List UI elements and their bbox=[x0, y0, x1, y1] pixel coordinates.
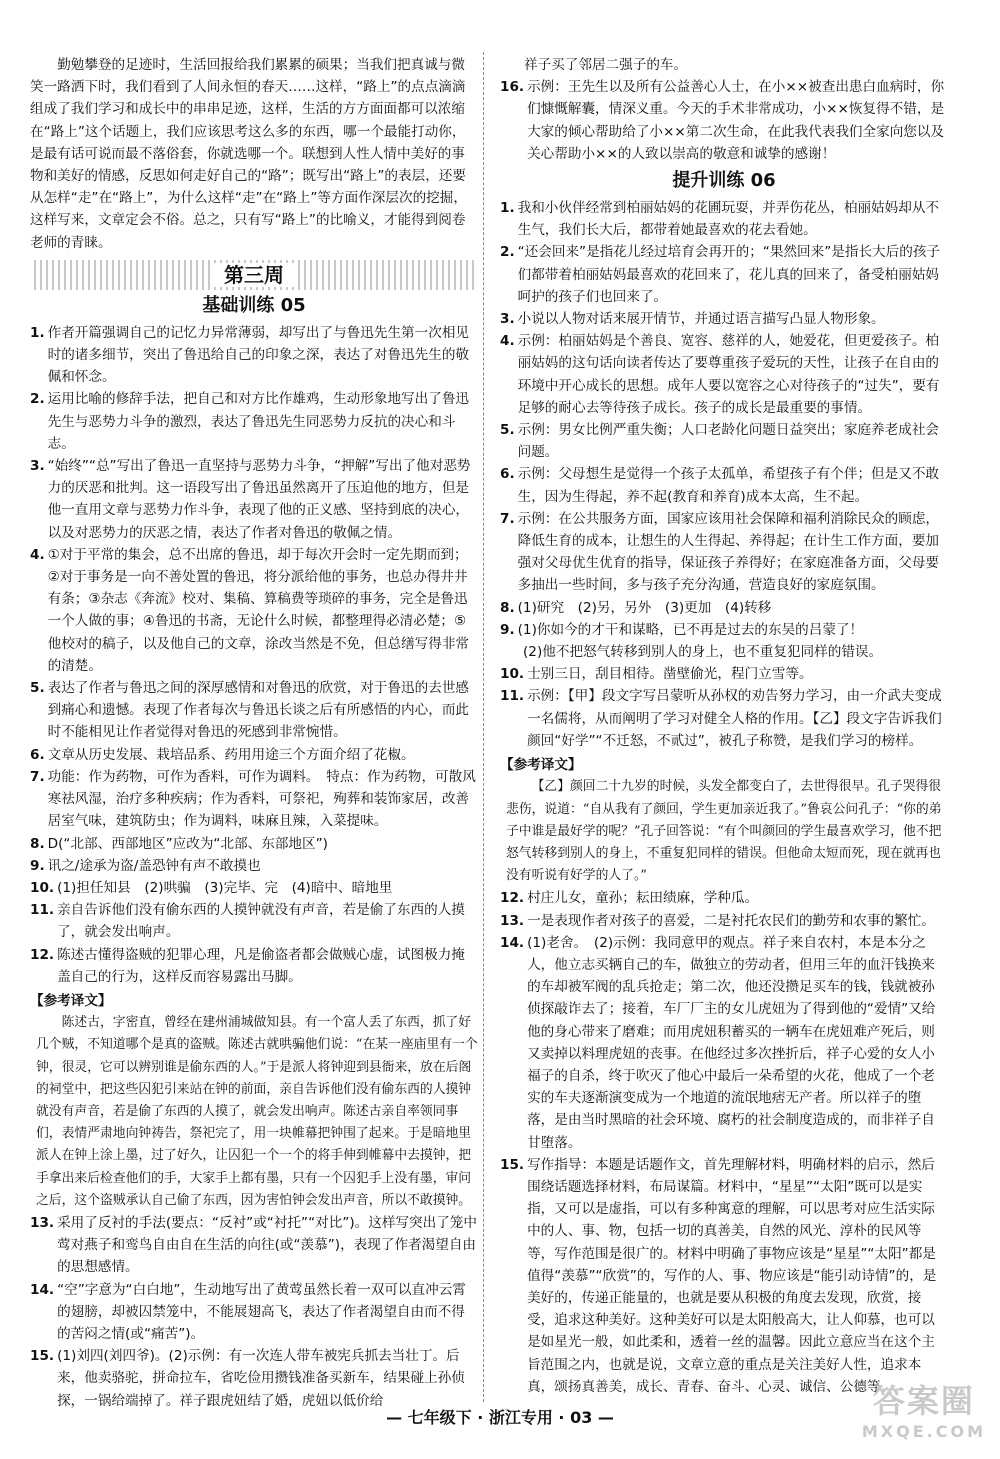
answer-text: “还会回来”是指花儿经过培育会再开的；“果然回来”是指长大后的孩子们都带着柏丽姑妈最喜欢的花回来了，花儿真的回来了，备受柏丽姑妈呵护的孩子们也回来了。 bbox=[517, 244, 941, 305]
answer-item bbox=[30, 833, 478, 855]
reference-translation-title: 【参考译文】 bbox=[30, 992, 112, 1009]
answer-text: 作者开篇强调自己的记忆力异常薄弱，却写出了与鲁迅先生第一次相见时的诸多细节，突出了鲁迅给自己的印象之深，表达了对鲁迅先生的敬佩和怀念。 bbox=[47, 324, 470, 386]
answer-item bbox=[30, 744, 478, 766]
answer-item bbox=[500, 76, 948, 165]
answer-item bbox=[30, 1279, 478, 1346]
answer-number: 10. bbox=[500, 666, 525, 683]
answer-number: 4. bbox=[30, 546, 45, 563]
week-title: 第三周 bbox=[210, 263, 298, 287]
answer-text: 村庄儿女，童孙；耘田绩麻，学种瓜。 bbox=[527, 890, 759, 907]
answer-item bbox=[500, 330, 948, 419]
watermark-title: 答案圈 bbox=[872, 1382, 975, 1420]
answer-number: 9. bbox=[500, 621, 515, 638]
week-heading bbox=[30, 260, 478, 290]
answer-number: 5. bbox=[500, 422, 515, 439]
answer-item bbox=[500, 419, 948, 463]
answer-item bbox=[500, 910, 948, 932]
answer-number: 2. bbox=[500, 244, 515, 261]
answer-number: 4. bbox=[500, 333, 515, 350]
page-footer: — 七年级下 · 浙江专用 · 03 — bbox=[386, 1408, 614, 1427]
reference-translation-title: 【参考译文】 bbox=[500, 757, 582, 774]
answer-item bbox=[30, 877, 478, 899]
section-title-basic: 基础训练 05 bbox=[202, 294, 306, 316]
reference-translation: 【乙】颜回二十九岁的时候，头发全都变白了，去世得很早。孔子哭得很悲伤，说道：“自从我有了颜回，学生更加亲近我了。”鲁哀公问孔子：“你的弟子中谁是最好学的呢？”孔子回答说：“有个叫颜回的学生最喜欢学习，他不把怒气转移到别人的身上，不重复犯同样的错误。但他命太短而死，现在就再也没有听说有好学的人了。” bbox=[506, 779, 942, 884]
answer-number: 7. bbox=[500, 510, 515, 527]
answer-text: 士别三日，刮目相待。凿壁偷光，程门立雪等。 bbox=[527, 666, 813, 683]
answer-item bbox=[500, 619, 948, 641]
answer-text: D(“北部、西部地区”应改为“北部、东部地区”) bbox=[47, 835, 328, 852]
answer-number: 16. bbox=[500, 79, 525, 96]
answer-text: “空”字意为“白白地”，生动地写出了黄莺虽然长着一双可以直冲云霄的翅膀，却被囚禁笼中，不能展翅高飞，表达了作者渴望自由而不得的苦闷之情(或“痛苦”)。 bbox=[57, 1281, 466, 1342]
left-column bbox=[30, 54, 478, 1412]
answer-text: 亲自告诉他们没有偷东西的人摸钟就没有声音，若是偷了东西的人摸了，就会发出响声。 bbox=[57, 902, 465, 941]
answer-item bbox=[500, 241, 948, 308]
section-title-advanced: 提升训练 06 bbox=[672, 170, 776, 192]
answer-number: 6. bbox=[30, 746, 45, 763]
answer-item bbox=[500, 1154, 948, 1398]
answer-text: 文章从历史发展、栽培品系、药用用途三个方面介绍了花椒。 bbox=[47, 746, 415, 763]
answer-text: 讯之/途承为盗/盖恐钟有声不敢摸也 bbox=[47, 857, 261, 874]
answer-item bbox=[30, 388, 478, 455]
column-divider bbox=[483, 52, 484, 1402]
answer-number: 14. bbox=[500, 934, 525, 951]
answer-number: 3. bbox=[500, 311, 515, 328]
answer-number: 1. bbox=[30, 324, 45, 341]
answer-item bbox=[500, 597, 948, 619]
answer-list-advanced-continued bbox=[500, 887, 948, 1398]
answer-text: (1)老舍。 (2)示例：我同意甲的观点。祥子来自农村，本是本分之人，他立志买辆自己的车，做独立的劳动者，但用三年的血汗钱换来的车却被军阀的乱兵抢走；第二次，他还没攒足买车的钱，钱就被孙侦探敲诈去了；接着，车厂厂主的女儿虎妞为了得到他的“爱情”又给他的身心带来了磨难；而用虎妞积蓄买的一辆车在虎妞难产死后，则又卖掉以料理虎妞的丧事。在他经过多次挫折后，祥子心爱的女人小福子的自杀，终于吹灭了他心中最后一朵希望的火花，他成了一个老实的车夫逐渐演变成为一个地道的流氓地痞无产者。所以祥子的堕落，是由当时黑暗的社会环境、腐朽的社会制度造成的，而非祥子自甘堕落。 bbox=[527, 934, 936, 1151]
answer-item bbox=[30, 1212, 478, 1279]
answer-number: 10. bbox=[30, 879, 55, 896]
answer-number: 15. bbox=[30, 1348, 55, 1365]
answer-text: 一是表现作者对孩子的喜爱，二是衬托农民们的勤劳和农事的繁忙。 bbox=[527, 912, 935, 929]
reference-translation: 陈述古，字密直，曾经在建州浦城做知县。有一个富人丢了东西，抓了好几个贼，不知道哪个是真的盗贼。陈述古就哄骗他们说：“在某一座庙里有一个钟，很灵，它可以辨别谁是偷东西的人。”于是派人将钟迎到县衙来，放在后阁的祠堂中，把这些囚犯引来站在钟的前面，亲自告诉他们没有偷东西的人摸钟就没有声音，若是偷了东西的人摸了，就会发出响声。陈述古亲自率领同事们，表情严肃地向钟祷告，祭祀完了，用一块帷幕把钟围了起来。于是暗地里派人在钟上涂上墨，过了好久，让囚犯一个一个的将手伸到帷幕中去摸钟，把手拿出来后检查他们的手，大家手上都有墨，只有一个囚犯手上没有墨，审问之后，这个盗贼承认自己偷了东西，因为害怕钟会发出声音，所以不敢摸钟。 bbox=[36, 1015, 478, 1208]
right-column bbox=[500, 54, 948, 1398]
answer-number: 6. bbox=[500, 466, 515, 483]
answer-number: 12. bbox=[30, 946, 55, 963]
answer-item bbox=[500, 932, 948, 1154]
answer-item bbox=[30, 455, 478, 544]
watermark-logo bbox=[862, 1376, 986, 1441]
answer-number: 14. bbox=[30, 1281, 55, 1298]
answer-item bbox=[30, 766, 478, 833]
answer-text: 示例：父母想生是觉得一个孩子太孤单，希望孩子有个伴；但是又不敢生，因为生得起，养不起(教育和养育)成本太高，生不起。 bbox=[517, 466, 940, 505]
answer-item bbox=[500, 663, 948, 685]
answer-number: 3. bbox=[30, 458, 45, 475]
answer-text: 示例：在公共服务方面，国家应该用社会保障和福利消除民众的顾虑，降低生育的成本，让想生的人生得起、养得起；在计生工作方面，要加强对父母优生优育的指导，保证孩子养得好；在家庭准备方面，父母要多抽出一些时间，多与孩子充分沟通，营造良好的家庭氛围。 bbox=[517, 510, 940, 594]
answer-text: (1)担任知县 (2)哄骗 (3)完毕、完 (4)暗中、暗地里 bbox=[57, 879, 393, 896]
answer-text: 示例：男女比例严重失衡；人口老龄化问题日益突出；家庭养老成社会问题。 bbox=[517, 422, 940, 461]
answer-text: 我和小伙伴经常到柏丽姑妈的花圃玩耍，并弄伤花丛，柏丽姑妈却从不生气，我们长大后，都带着她最喜欢的花去看她。 bbox=[517, 200, 940, 239]
answer-item bbox=[500, 463, 948, 507]
answer-item bbox=[30, 899, 478, 943]
answer-number: 7. bbox=[30, 768, 45, 785]
answer-number: 8. bbox=[500, 599, 515, 616]
answer-text: 表达了作者与鲁迅之间的深厚感情和对鲁迅的欣赏，对于鲁迅的去世感到痛心和遗憾。表现了作者每次与鲁迅长谈之后有所感悟的内心，而此时不能相见让作者觉得对鲁迅的死感到非常惋惜。 bbox=[47, 680, 470, 741]
answer-item bbox=[500, 641, 948, 663]
answer-number: 1. bbox=[500, 200, 515, 217]
answer-text: 小说以人物对话来展开情节，并通过语言描写凸显人物形象。 bbox=[517, 311, 885, 328]
answer-item bbox=[30, 544, 478, 677]
answer-number: 11. bbox=[30, 902, 55, 919]
answer-number: 12. bbox=[500, 890, 525, 907]
answer-item bbox=[500, 685, 948, 752]
answer-text: 示例：【甲】段文字写吕蒙听从孙权的劝告努力学习，由一介武夫变成一名儒将，从而阐明了学习对健全人格的作用。【乙】段文字告诉我们颜回“好学”“不迁怒，不贰过”，被孔子称赞，是我们学习的榜样。 bbox=[527, 688, 942, 749]
answer-text: (2)他不把怒气转移到别人的身上，也不重复犯同样的错误。 bbox=[523, 644, 883, 661]
answer-number: 9. bbox=[30, 857, 45, 874]
answer-text: 运用比喻的修辞手法，把自己和对方比作雄鸡，生动形象地写出了鲁迅先生与恶势力斗争的激烈，表达了鲁迅先生同恶势力反抗的决心和斗志。 bbox=[47, 391, 470, 452]
answer-number: 13. bbox=[30, 1214, 55, 1231]
answer-text: (1)刘四(刘四爷)。(2)示例：有一次连人带车被宪兵抓去当壮丁。后来，他卖骆驼，拼命拉车，省吃俭用攒钱准备买新车，结果碰上孙侦探，一锅给端掉了。祥子跟虎妞结了婚，虎妞以低价给 bbox=[57, 1348, 465, 1409]
answer-list-basic-continued bbox=[30, 1212, 478, 1412]
answer-item bbox=[500, 887, 948, 909]
answer-number: 2. bbox=[30, 391, 45, 408]
answer-text: ①对于平常的集会，总不出席的鲁迅，却于每次开会时一定先期而到；②对于事务是一向不善处置的鲁迅，将分派给他的事务，也总办得井井有条；③杂志《奔流》校对、集稿、算稿费等琐碎的事务，完全是鲁迅一个人做的事；④鲁迅的书斋，无论什么时候，都整理得必清必楚；⑤他校对的稿子，以及他自己的文章，涂改当然是不免，但总缮写得非常的清楚。 bbox=[47, 546, 470, 674]
answer-item bbox=[30, 944, 478, 988]
answer-text: 功能：作为药物，可作为香料，可作为调料。 特点：作为药物，可散风寒祛风湿，治疗多种疾病；作为香料，可祭祀，殉葬和装饰家居，改善居室气味，建筑防虫；作为调料，味麻且辣，入菜提味。 bbox=[47, 768, 476, 830]
answer-text: 示例：王先生以及所有公益善心人士，在小××被查出患白血病时，你们慷慨解囊，情深义重。今天的手术非常成功，小××恢复得不错，是大家的倾心帮助给了小××第二次生命，在此我代表我们全家向您以及关心帮助小××的人致以崇高的敬意和诚挚的感谢！ bbox=[527, 79, 945, 162]
answer-number: 8. bbox=[30, 835, 45, 852]
answer-list-basic bbox=[30, 322, 478, 988]
answer-number: 15. bbox=[500, 1156, 525, 1173]
answer-item bbox=[30, 855, 478, 877]
answer-text: (1)你如今的才干和谋略，已不再是过去的东吴的吕蒙了！ bbox=[517, 621, 864, 638]
answer-item bbox=[500, 308, 948, 330]
answer-number: 11. bbox=[500, 688, 525, 705]
answer-text: 写作指导：本题是话题作文，首先理解材料，明确材料的启示，然后围绕话题选择材料，布局谋篇。材料中，“星星”“太阳”既可以是实指，又可以是虚指，可以有多种寓意的理解，可以思考对应生活实际中的人、事、物，包括一切的真善美，自然的风光、淳朴的民风等等，写作范围是很广的。材料中明确了事物应该是“星星”“太阳”都是值得“羡慕”“欣赏”的，写作的人、事、物应该是“能引动诗情”的，是美好的，传递正能量的，也就是要从积极的角度去发现，欣赏，接受，追求这种美好。这种美好可以是太阳般高大，让人仰慕，也可以是如星光一般，如此柔和，透着一丝的温馨。因此立意应当在这个主旨范围之内，也就是说，文章立意的重点是关注美好人性，追求本真，颂扬真善美，成长、青春、奋斗、心灵、诚信、公德等。 bbox=[527, 1156, 937, 1395]
answer-item bbox=[30, 322, 478, 389]
answer-text: (1)研究 (2)另，另外 (3)更加 (4)转移 bbox=[517, 599, 772, 616]
answer-text: 示例：柏丽姑妈是个善良、宽容、慈祥的人，她爱花，但更爱孩子。柏丽姑妈的这句话向读者传达了要尊重孩子爱玩的天性，让孩子在自由的环境中开心成长的思想。成年人要以宽容之心对待孩子的“过失”，要有足够的耐心去等待孩子成长。孩子的成长是最重要的事情。 bbox=[517, 333, 940, 416]
answer-item bbox=[30, 677, 478, 744]
answer-item bbox=[500, 197, 948, 241]
continued-answer-text: 祥子买了邻居二强子的车。 bbox=[524, 57, 688, 73]
answer-list-advanced bbox=[500, 197, 948, 752]
answer-text: 陈述古懂得盗贼的犯罪心理，凡是偷盗者都会做贼心虚，试图极力掩盖自己的行为，这样反而容易露出马脚。 bbox=[57, 946, 465, 985]
answer-number bbox=[500, 641, 520, 663]
answer-item bbox=[30, 1345, 478, 1412]
answer-item bbox=[500, 508, 948, 597]
answer-number: 5. bbox=[30, 680, 45, 697]
answer-number: 13. bbox=[500, 912, 525, 929]
answer-text: “始终”“总”写出了鲁迅一直坚持与恶势力斗争，“押解”写出了他对恶势力的厌恶和批判。这一语段写出了鲁迅虽然离开了压迫他的地方，但是他一直用文章与恶势力作斗争，表现了他的正义感、坚持到底的决心，以及对恶势力的厌恶之情，表达了作者对鲁迅的敬佩之情。 bbox=[47, 458, 471, 541]
watermark-url: MXQE.COM bbox=[861, 1422, 986, 1441]
intro-paragraph: 勤勉攀登的足迹时，生活回报给我们累累的硕果；当我们把真诚与微笑一路洒下时，我们看到了人间永恒的春天……这样，“路上”的点点滴滴组成了我们学习和成长中的串串足迹，这样，生活的方方面面都可以浓缩在“路上”这个话题上，我们应该思考这么多的东西，哪一个最能打动你，是最有话可说而最不落俗套，你就选哪一个。联想到人性人情中美好的事物和美好的情感，反思如何走好自己的“路”；既写出“路上”的表层，还要从怎样“走”在“路上”，为什么这样“走”在“路上”等方面作深层次的挖掘，这样写来，文章定会不俗。总之，只有写“路上”的比喻义，才能得到阅卷老师的青睐。 bbox=[30, 57, 467, 251]
answer-text: 采用了反衬的手法(要点：“反衬”或“衬托”“对比”)。这样写突出了笼中莺对燕子和鸾鸟自由自在生活的向往(或“羡慕”)，表现了作者渴望自由的思想感情。 bbox=[57, 1214, 477, 1276]
